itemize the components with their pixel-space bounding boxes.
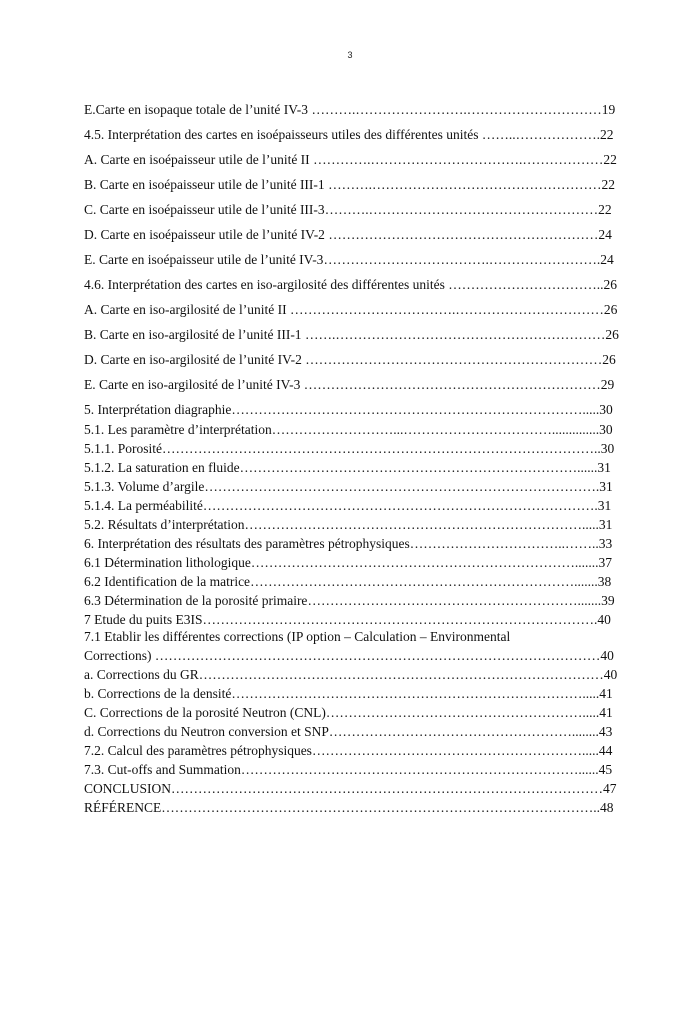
toc-entry-line — [84, 326, 620, 344]
toc-entry — [84, 226, 620, 244]
toc-entry — [84, 440, 620, 458]
toc-entry-title: E.Carte en isopaque totale de l’unité IV-3 — [84, 102, 312, 117]
toc-entry-leader: ……………………………………………………....... — [307, 593, 602, 608]
toc-entry-line — [84, 440, 620, 458]
toc-entry — [84, 704, 620, 722]
toc-entry-page: 24 — [600, 252, 614, 267]
toc-entry-line — [84, 459, 620, 477]
toc-entry-leader: …………………………………………………………………...... — [240, 762, 599, 777]
toc-entry-line — [84, 592, 620, 610]
toc-entry — [84, 326, 620, 344]
toc-entry-leader: ………….…………………………….……………… — [313, 152, 604, 167]
toc-entry — [84, 251, 620, 269]
toc-entry-title: d. Corrections du Neutron conversion et SNP — [84, 724, 329, 739]
toc-entry-leader: ………………………………………………………………....... — [250, 555, 599, 570]
toc-entry — [84, 126, 620, 144]
toc-entry-leader: ……………………………………………………………………………………… — [154, 648, 601, 663]
toc-entry-line — [84, 176, 620, 194]
toc-entry-page: 40 — [603, 667, 618, 682]
toc-entry-title: 4.6. Interprétation des cartes en iso-argilosité des différentes unités — [84, 277, 449, 292]
toc-entry-line — [84, 628, 620, 646]
toc-entry-page: 22 — [603, 152, 617, 167]
toc-entry-page: 41 — [599, 686, 613, 701]
toc-entry-leader: ……….…………………………………………… — [328, 177, 602, 192]
toc-entry-title: 6. Interprétation des résultats des paramètres pétrophysiques — [84, 536, 410, 551]
toc-entry-leader: ……………………………..…….. — [409, 536, 599, 551]
toc-entry-leader: ……………………………………………………………………………. — [204, 479, 600, 494]
toc-entry — [84, 376, 620, 394]
toc-entry-leader: ……….…………………….………………………… — [311, 102, 602, 117]
toc-entry-page: 30 — [599, 422, 613, 437]
toc-entry-leader: …………………………………………………… — [328, 227, 599, 242]
toc-entry-title: Corrections) — [84, 648, 155, 663]
toc-entry — [84, 611, 620, 629]
toc-entry-leader: …………………………………………………………………………………….. — [161, 800, 601, 815]
toc-entry — [84, 780, 620, 798]
toc-entry-line — [84, 685, 620, 703]
toc-entry-leader: …………………………….. — [448, 277, 604, 292]
toc-entry-title: 7.2. Calcul des paramètres pétrophysiques — [84, 743, 312, 758]
toc-entry-leader: ………………………...…………………………….............. — [271, 422, 600, 437]
toc-entry — [84, 573, 620, 591]
toc-entry-line — [84, 516, 620, 534]
toc-entry-page: 38 — [597, 574, 612, 589]
toc-entry-page: 19 — [601, 102, 616, 117]
toc-entry-title: B. Carte en isoépaisseur utile de l’unité III-1 — [84, 177, 329, 192]
toc-entry — [84, 301, 620, 319]
toc-entry-line — [84, 647, 620, 665]
toc-entry-page: 48 — [600, 800, 614, 815]
toc-entry-page: 31 — [597, 498, 612, 513]
toc-entry-page: 44 — [598, 743, 613, 758]
toc-entry — [84, 554, 620, 572]
toc-entry-line — [84, 535, 620, 553]
toc-entry — [84, 478, 620, 496]
toc-entry-page: 31 — [599, 479, 613, 494]
toc-entry-page: 30 — [599, 402, 613, 417]
toc-entry-leader: ……………………………………………………………………..... — [231, 686, 600, 701]
toc-entry-line — [84, 276, 620, 294]
toc-entry-page: 24 — [598, 227, 612, 242]
toc-entry-leader: …….…………………………………………………… — [304, 327, 606, 342]
toc-entry-title: C. Carte en isoépaisseur utile de l’unité III-3 — [84, 202, 325, 217]
toc-entry-page: 26 — [605, 327, 619, 342]
toc-entry-line — [84, 742, 620, 760]
toc-entry-title: 6.2 Identification de la matrice — [84, 574, 251, 589]
toc-entry — [84, 628, 620, 646]
toc-entry-page: 26 — [602, 352, 616, 367]
toc-entry-title: 7 Etude du puits E3IS — [84, 612, 203, 627]
toc-entry — [84, 101, 620, 119]
toc-entry-page: 43 — [598, 724, 613, 739]
toc-entry-line — [84, 401, 620, 419]
toc-entry — [84, 723, 620, 741]
toc-entry — [84, 666, 620, 684]
toc-entry-page: 37 — [598, 555, 612, 570]
toc-entry-line — [84, 226, 620, 244]
toc-entry-page: 22 — [598, 202, 612, 217]
toc-entry-leader: …………………………………………………………………………………… — [171, 781, 604, 796]
toc-entry-page: 39 — [601, 593, 615, 608]
toc-entry-line — [84, 376, 620, 394]
toc-entry — [84, 535, 620, 553]
toc-entry-title: B. Carte en iso-argilosité de l’unité III-1 — [84, 327, 305, 342]
toc-entry-title: 5.1.1. Porosité — [84, 441, 163, 456]
toc-entry — [84, 276, 620, 294]
toc-entry-title: A. Carte en iso-argilosité de l’unité II — [84, 302, 290, 317]
toc-entry-leader: ………………………………………………………………....... — [250, 574, 598, 589]
toc-entry-page: 26 — [603, 277, 618, 292]
toc-entry-title: b. Corrections de la densité — [84, 686, 232, 701]
toc-entry-leader: …………………………………………………..... — [325, 705, 600, 720]
toc-entry-page: 31 — [598, 517, 613, 532]
toc-entry — [84, 761, 620, 779]
toc-entry-page: 22 — [601, 177, 615, 192]
toc-entry-title: 5.1.2. La saturation en fluide — [84, 460, 240, 475]
toc-entry — [84, 421, 620, 439]
toc-entry-title: RÉFÉRENCE — [84, 800, 162, 815]
toc-entry-title: 6.3 Détermination de la porosité primaire — [84, 593, 308, 608]
toc-entry-line — [84, 497, 620, 515]
toc-entry-title: E. Carte en isoépaisseur utile de l’unité IV-3 — [84, 252, 324, 267]
toc-entry — [84, 647, 620, 665]
toc-entry-leader: ……..………………. — [481, 127, 601, 142]
toc-entry — [84, 351, 620, 369]
toc-entry-line — [84, 573, 620, 591]
page-number: 3 — [347, 50, 353, 60]
toc-entry-leader: ………………………………………………………… — [303, 377, 601, 392]
toc-entry-title: 5.1.4. La perméabilité — [84, 498, 203, 513]
toc-entry-page: 29 — [600, 377, 615, 392]
toc-entry-title: 4.5. Interprétation des cartes en isoépaisseurs utiles des différentes unités — [84, 127, 482, 142]
toc-entry-page: 45 — [598, 762, 613, 777]
toc-entry-title: a. Corrections du GR — [84, 667, 199, 682]
toc-entry-title: 5. Interprétation diagraphie — [84, 402, 232, 417]
toc-entry-leader: ……………………………………………………………………………… — [198, 667, 604, 682]
toc-entry — [84, 685, 620, 703]
toc-entry-leader: ………………………………………………........ — [328, 724, 599, 739]
toc-entry — [84, 592, 620, 610]
toc-entry-line — [84, 101, 620, 119]
toc-entry — [84, 401, 620, 419]
toc-entry-leader: …………………………………………………………………………………….. — [162, 441, 601, 456]
toc-entry-line — [84, 201, 620, 219]
toc-entry-line — [84, 351, 620, 369]
toc-entry-line — [84, 723, 620, 741]
toc-entry-title: E. Carte en iso-argilosité de l’unité IV-3 — [84, 377, 304, 392]
toc-entry-title: 7.3. Cut-offs and Summation — [84, 762, 241, 777]
toc-entry — [84, 497, 620, 515]
toc-entry-line — [84, 478, 620, 496]
toc-entry-page: 31 — [597, 460, 611, 475]
toc-entry-line — [84, 421, 620, 439]
toc-entry-line — [84, 251, 620, 269]
toc-entry-title: D. Carte en isoépaisseur utile de l’unité IV-2 — [84, 227, 329, 242]
toc-entry-leader: ……….…………………………………………… — [324, 202, 599, 217]
toc-entry-page: 40 — [597, 612, 611, 627]
toc-entry-page: 26 — [603, 302, 618, 317]
toc-entry — [84, 176, 620, 194]
toc-entry — [84, 799, 620, 817]
toc-entry-line — [84, 761, 620, 779]
toc-entry-leader: ……………………………….…………………………… — [289, 302, 604, 317]
toc-entry-page: 33 — [598, 536, 613, 551]
toc-entry-title: 6.1 Détermination lithologique — [84, 555, 251, 570]
toc-entry-line — [84, 799, 620, 817]
toc-entry-line — [84, 126, 620, 144]
toc-entry-line — [84, 554, 620, 572]
toc-entry-title: 5.1.3. Volume d’argile — [84, 479, 205, 494]
toc-entry-title: D. Carte en iso-argilosité de l’unité IV-2 — [84, 352, 306, 367]
toc-entry-title: 7.1 Etablir les différentes corrections (IP option – Calculation – Environmental — [84, 629, 511, 644]
toc-entry-leader: ……………………………………………………………………………. — [202, 498, 598, 513]
toc-entry — [84, 742, 620, 760]
toc-entry-page: 40 — [600, 648, 614, 663]
toc-entry-line — [84, 611, 620, 629]
toc-entry-line — [84, 704, 620, 722]
toc-entry-leader: …………………………………………………………………...... — [239, 460, 598, 475]
toc-entry-leader: ……………………………………………………………………..... — [231, 402, 600, 417]
toc-entry — [84, 459, 620, 477]
toc-entry-leader: …………………………………………………………………..... — [244, 517, 599, 532]
toc-entry-page: 47 — [603, 781, 617, 796]
toc-entry-line — [84, 301, 620, 319]
toc-entry-line — [84, 151, 620, 169]
toc-entry-leader: ………………………………………………………… — [305, 352, 603, 367]
toc-entry-page: 22 — [600, 127, 614, 142]
toc-entry-page: 30 — [600, 441, 615, 456]
toc-entry — [84, 201, 620, 219]
toc-entry-leader: ……………………………………………………..... — [311, 743, 599, 758]
toc-entry-line — [84, 780, 620, 798]
toc-entry-title: CONCLUSION — [84, 781, 172, 796]
toc-entry-title: 5.2. Résultats d’interprétation — [84, 517, 245, 532]
toc-entry-leader: ……………………………………………………………………………. — [202, 612, 598, 627]
toc-entry-title: C. Corrections de la porosité Neutron (CNL) — [84, 705, 326, 720]
toc-entry-title: A. Carte en isoépaisseur utile de l’unité II — [84, 152, 314, 167]
toc-entry — [84, 516, 620, 534]
toc-entry-leader: ……………………………….……………………. — [323, 252, 601, 267]
toc-entry-title: 5.1. Les paramètre d’interprétation — [84, 422, 272, 437]
toc-entry — [84, 151, 620, 169]
toc-entry-page: 41 — [599, 705, 613, 720]
toc-entry-line — [84, 666, 620, 684]
